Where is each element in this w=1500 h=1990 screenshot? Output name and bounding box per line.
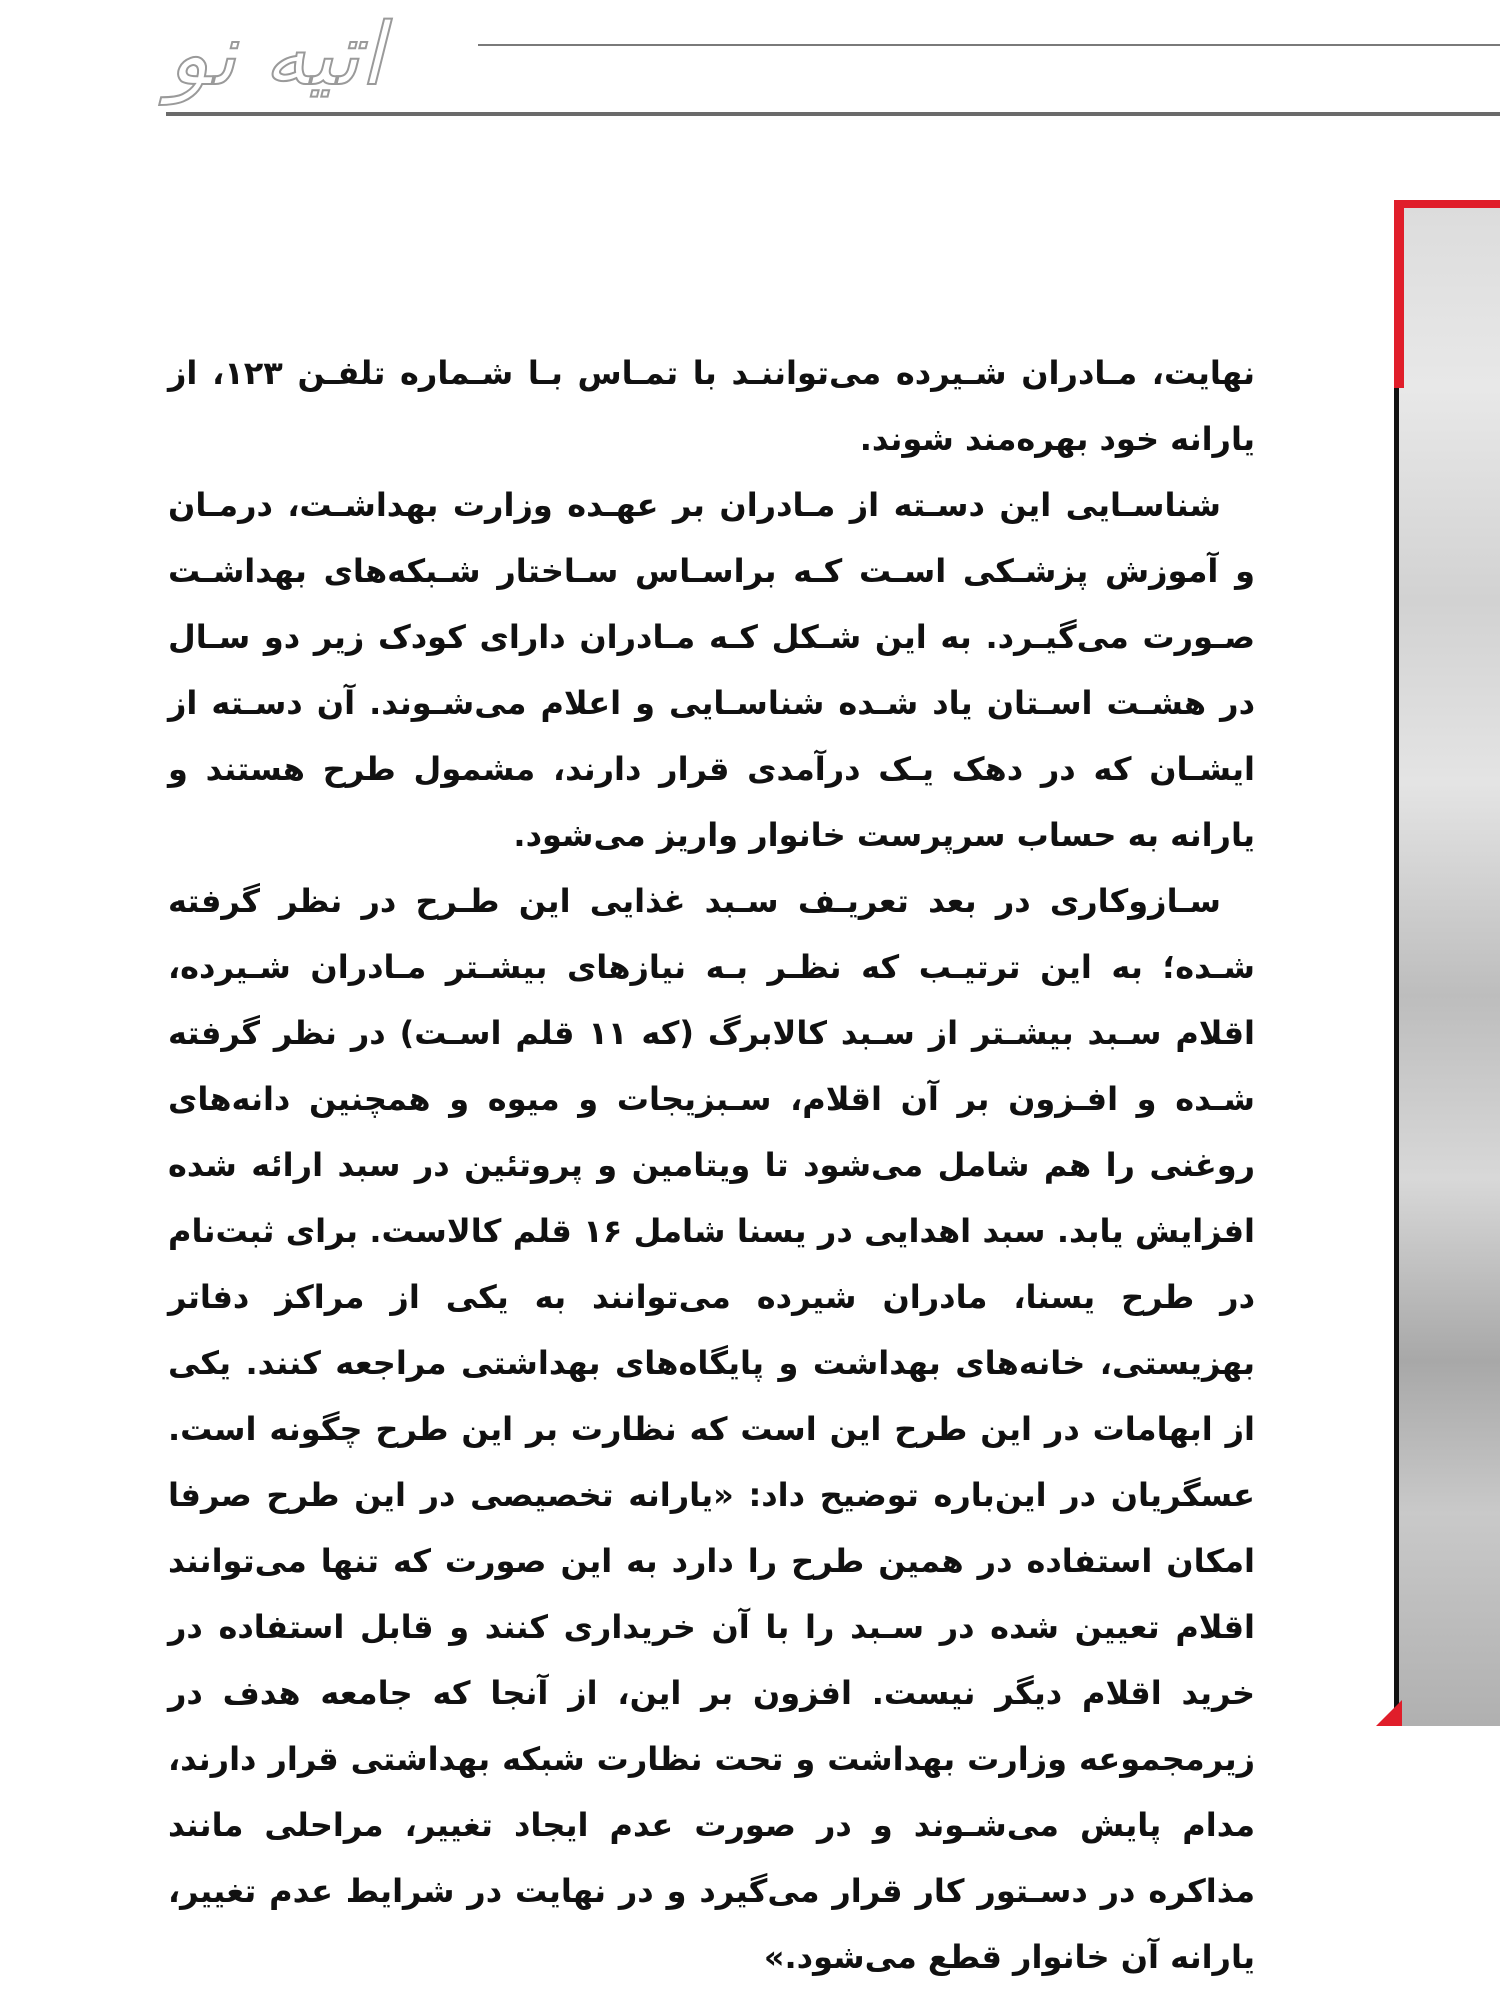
side-photo (1394, 200, 1500, 1726)
header-rule-thin (478, 44, 1500, 46)
masthead (0, 0, 1500, 130)
photo-accent-side (1394, 200, 1404, 388)
article-paragraph-2: شناسـایی این دسـته از مـادران بر عهـده وزارت بهداشـت، درمـان و آموزش پزشـکی اسـت کـه براسـاس سـاختار شـبکه‌های بهداشـت صـورت می‌گیـرد. به این شـکل کـه مـادران دارای کودک زیر دو سـال در هشـت اسـتان یاد شـده شناسـایی و اعلام می‌شـوند. آن دسـته از ایشـان که در دهک یـک درآمدی قرار دارند، مشمول طرح هستند و یارانه به حساب سرپرست خانوار واریز می‌شود. (168, 486, 1255, 854)
magazine-logo: اتیه نو (168, 5, 384, 105)
article-paragraph-1: نهایت، مـادران شـیرده می‌تواننـد با تمـاس بـا شـماره تلفـن ۱۲۳، از یارانه خود بهره‌مند شوند. (168, 354, 1256, 458)
photo-accent-corner (1376, 1700, 1402, 1726)
article-paragraph-3: سـازوکاری در بعد تعریـف سـبد غذایی این طـرح در نظر گرفته شـده؛ به این ترتیـب که نظـر بـه نیازهای بیشـتر مـادران شـیرده، اقلام سـبد بیشـتر از سـبد کالابرگ (که ۱۱ قلم اسـت) در نظر گرفته شـده و افـزون بر آن اقلام، سـبزیجات و میوه و همچنین دانه‌های روغنی را هم شامل می‌شود تا ویتامین و پروتئین در سبد ارائه شده افزایش یابد. سبد اهدایی در یسنا شامل ۱۶ قلم کالاست. برای ثبت‌نام در طرح یسنا، مادران شیرده می‌توانند به یکی از مراکز دفاتر بهزیستی، خانه‌های بهداشت و پایگاه‌های بهداشتی مراجعه کنند. یکی از ابهامات در این طرح این است که نظارت بر این طرح چگونه است. عسگریان در این‌باره توضیح داد: «یارانه تخصیصی در این طرح صرفا امکان استفاده در همین طرح را دارد به این صورت که تنها می‌توانند اقلام تعیین شده در سـبد را با آن خریداری کنند و قابل استفاده در خرید اقلام دیگر نیست. افزون بر این، از آنجا که جامعه هدف در زیرمجموعه وزارت بهداشت و تحت نظارت شبکه بهداشتی قرار دارند، مدام پایش می‌شـوند و در صورت عدم ایجاد تغییر، مراحلی مانند مذاکره در دسـتور کار قرار می‌گیرد و در نهایت در شرایط عدم تغییر، یارانه آن خانوار قطع می‌شود.» (168, 882, 1256, 1976)
photo-accent-top (1394, 200, 1500, 208)
header-rule-thick (166, 112, 1500, 116)
article-body (168, 340, 1255, 1990)
